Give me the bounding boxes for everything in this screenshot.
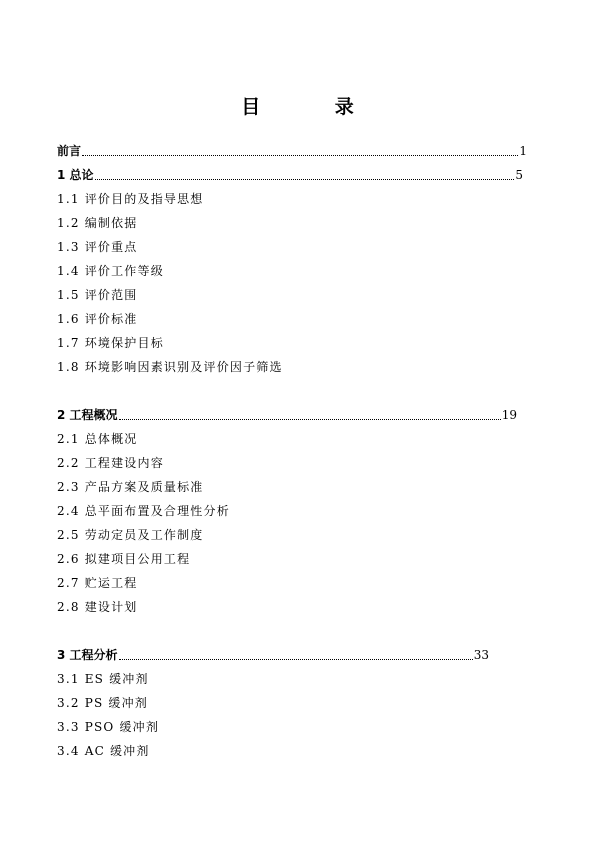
- toc-entry-chapter-1[interactable]: [57, 167, 523, 183]
- toc-entry-label: 1.5 评价范围: [57, 288, 138, 302]
- dot-leader: [95, 179, 515, 180]
- toc-entry-label: 3.2 PS 缓冲剂: [57, 696, 149, 710]
- toc-entry-label: 2 工程概况: [57, 408, 118, 422]
- dot-leader: [119, 419, 501, 420]
- toc-entry-1-6[interactable]: [57, 311, 138, 327]
- toc-entry-2-8[interactable]: [57, 599, 138, 615]
- toc-entry-3-1[interactable]: [57, 671, 149, 687]
- toc-entry-label: 2.5 劳动定员及工作制度: [57, 528, 204, 542]
- toc-entry-label: 1.3 评价重点: [57, 240, 138, 254]
- toc-entry-label: 3.1 ES 缓冲剂: [57, 672, 149, 686]
- toc-entry-label: 前言: [57, 144, 82, 158]
- toc-entry-3-2[interactable]: [57, 695, 148, 711]
- toc-entry-2-6[interactable]: [57, 551, 190, 567]
- toc-entry-label: 1.7 环境保护目标: [57, 336, 164, 350]
- toc-entry-1-3[interactable]: [57, 239, 138, 255]
- toc-entry-2-1[interactable]: [57, 431, 138, 447]
- toc-page-number: 33: [473, 648, 489, 662]
- toc-entry-2-7[interactable]: [57, 575, 138, 591]
- toc-entry-label: 2.1 总体概况: [57, 432, 138, 446]
- toc-entry-label: 2.8 建设计划: [57, 600, 138, 614]
- toc-entry-2-3[interactable]: [57, 479, 204, 495]
- dot-leader: [119, 659, 473, 660]
- toc-entry-label: 3 工程分析: [57, 648, 118, 662]
- toc-entry-label: 2.7 贮运工程: [57, 576, 138, 590]
- toc-entry-label: 1.4 评价工作等级: [57, 264, 164, 278]
- toc-entry-label: 3.4 AC 缓冲剂: [57, 744, 150, 758]
- toc-entry-label: 2.3 产品方案及质量标准: [57, 480, 204, 494]
- toc-entry-label: 2.2 工程建设内容: [57, 456, 164, 470]
- toc-entry-label: 1.8 环境影响因素识别及评价因子筛选: [57, 360, 283, 374]
- toc-entry-chapter-2[interactable]: [57, 407, 517, 423]
- toc-entry-1-4[interactable]: [57, 263, 164, 279]
- toc-entry-preface[interactable]: [57, 143, 527, 159]
- toc-entry-chapter-3[interactable]: [57, 647, 489, 663]
- toc-entry-label: 3.3 PSO 缓冲剂: [57, 720, 160, 734]
- toc-entry-label: 1.6 评价标准: [57, 312, 138, 326]
- toc-entry-label: 1 总论: [57, 168, 94, 182]
- toc-page-number: 5: [515, 168, 523, 182]
- toc-entry-2-4[interactable]: [57, 503, 230, 519]
- toc-entry-1-8[interactable]: [57, 359, 283, 375]
- toc-entry-3-3[interactable]: [57, 719, 159, 735]
- toc-page-number: 19: [501, 408, 517, 422]
- toc-entry-2-5[interactable]: [57, 527, 204, 543]
- toc-entry-2-2[interactable]: [57, 455, 164, 471]
- toc-title: 目 录: [241, 96, 388, 118]
- toc-entry-label: 2.4 总平面布置及合理性分析: [57, 504, 230, 518]
- toc-entry-3-4[interactable]: [57, 743, 150, 759]
- toc-entry-label: 2.6 拟建项目公用工程: [57, 552, 191, 566]
- toc-page-number: 1: [519, 144, 527, 158]
- toc-entry-label: 1.1 评价目的及指导思想: [57, 192, 204, 206]
- toc-entry-1-1[interactable]: [57, 191, 204, 207]
- dot-leader: [82, 155, 518, 156]
- toc-entry-label: 1.2 编制依据: [57, 216, 138, 230]
- toc-entry-1-7[interactable]: [57, 335, 164, 351]
- toc-entry-1-5[interactable]: [57, 287, 138, 303]
- toc-entry-1-2[interactable]: [57, 215, 138, 231]
